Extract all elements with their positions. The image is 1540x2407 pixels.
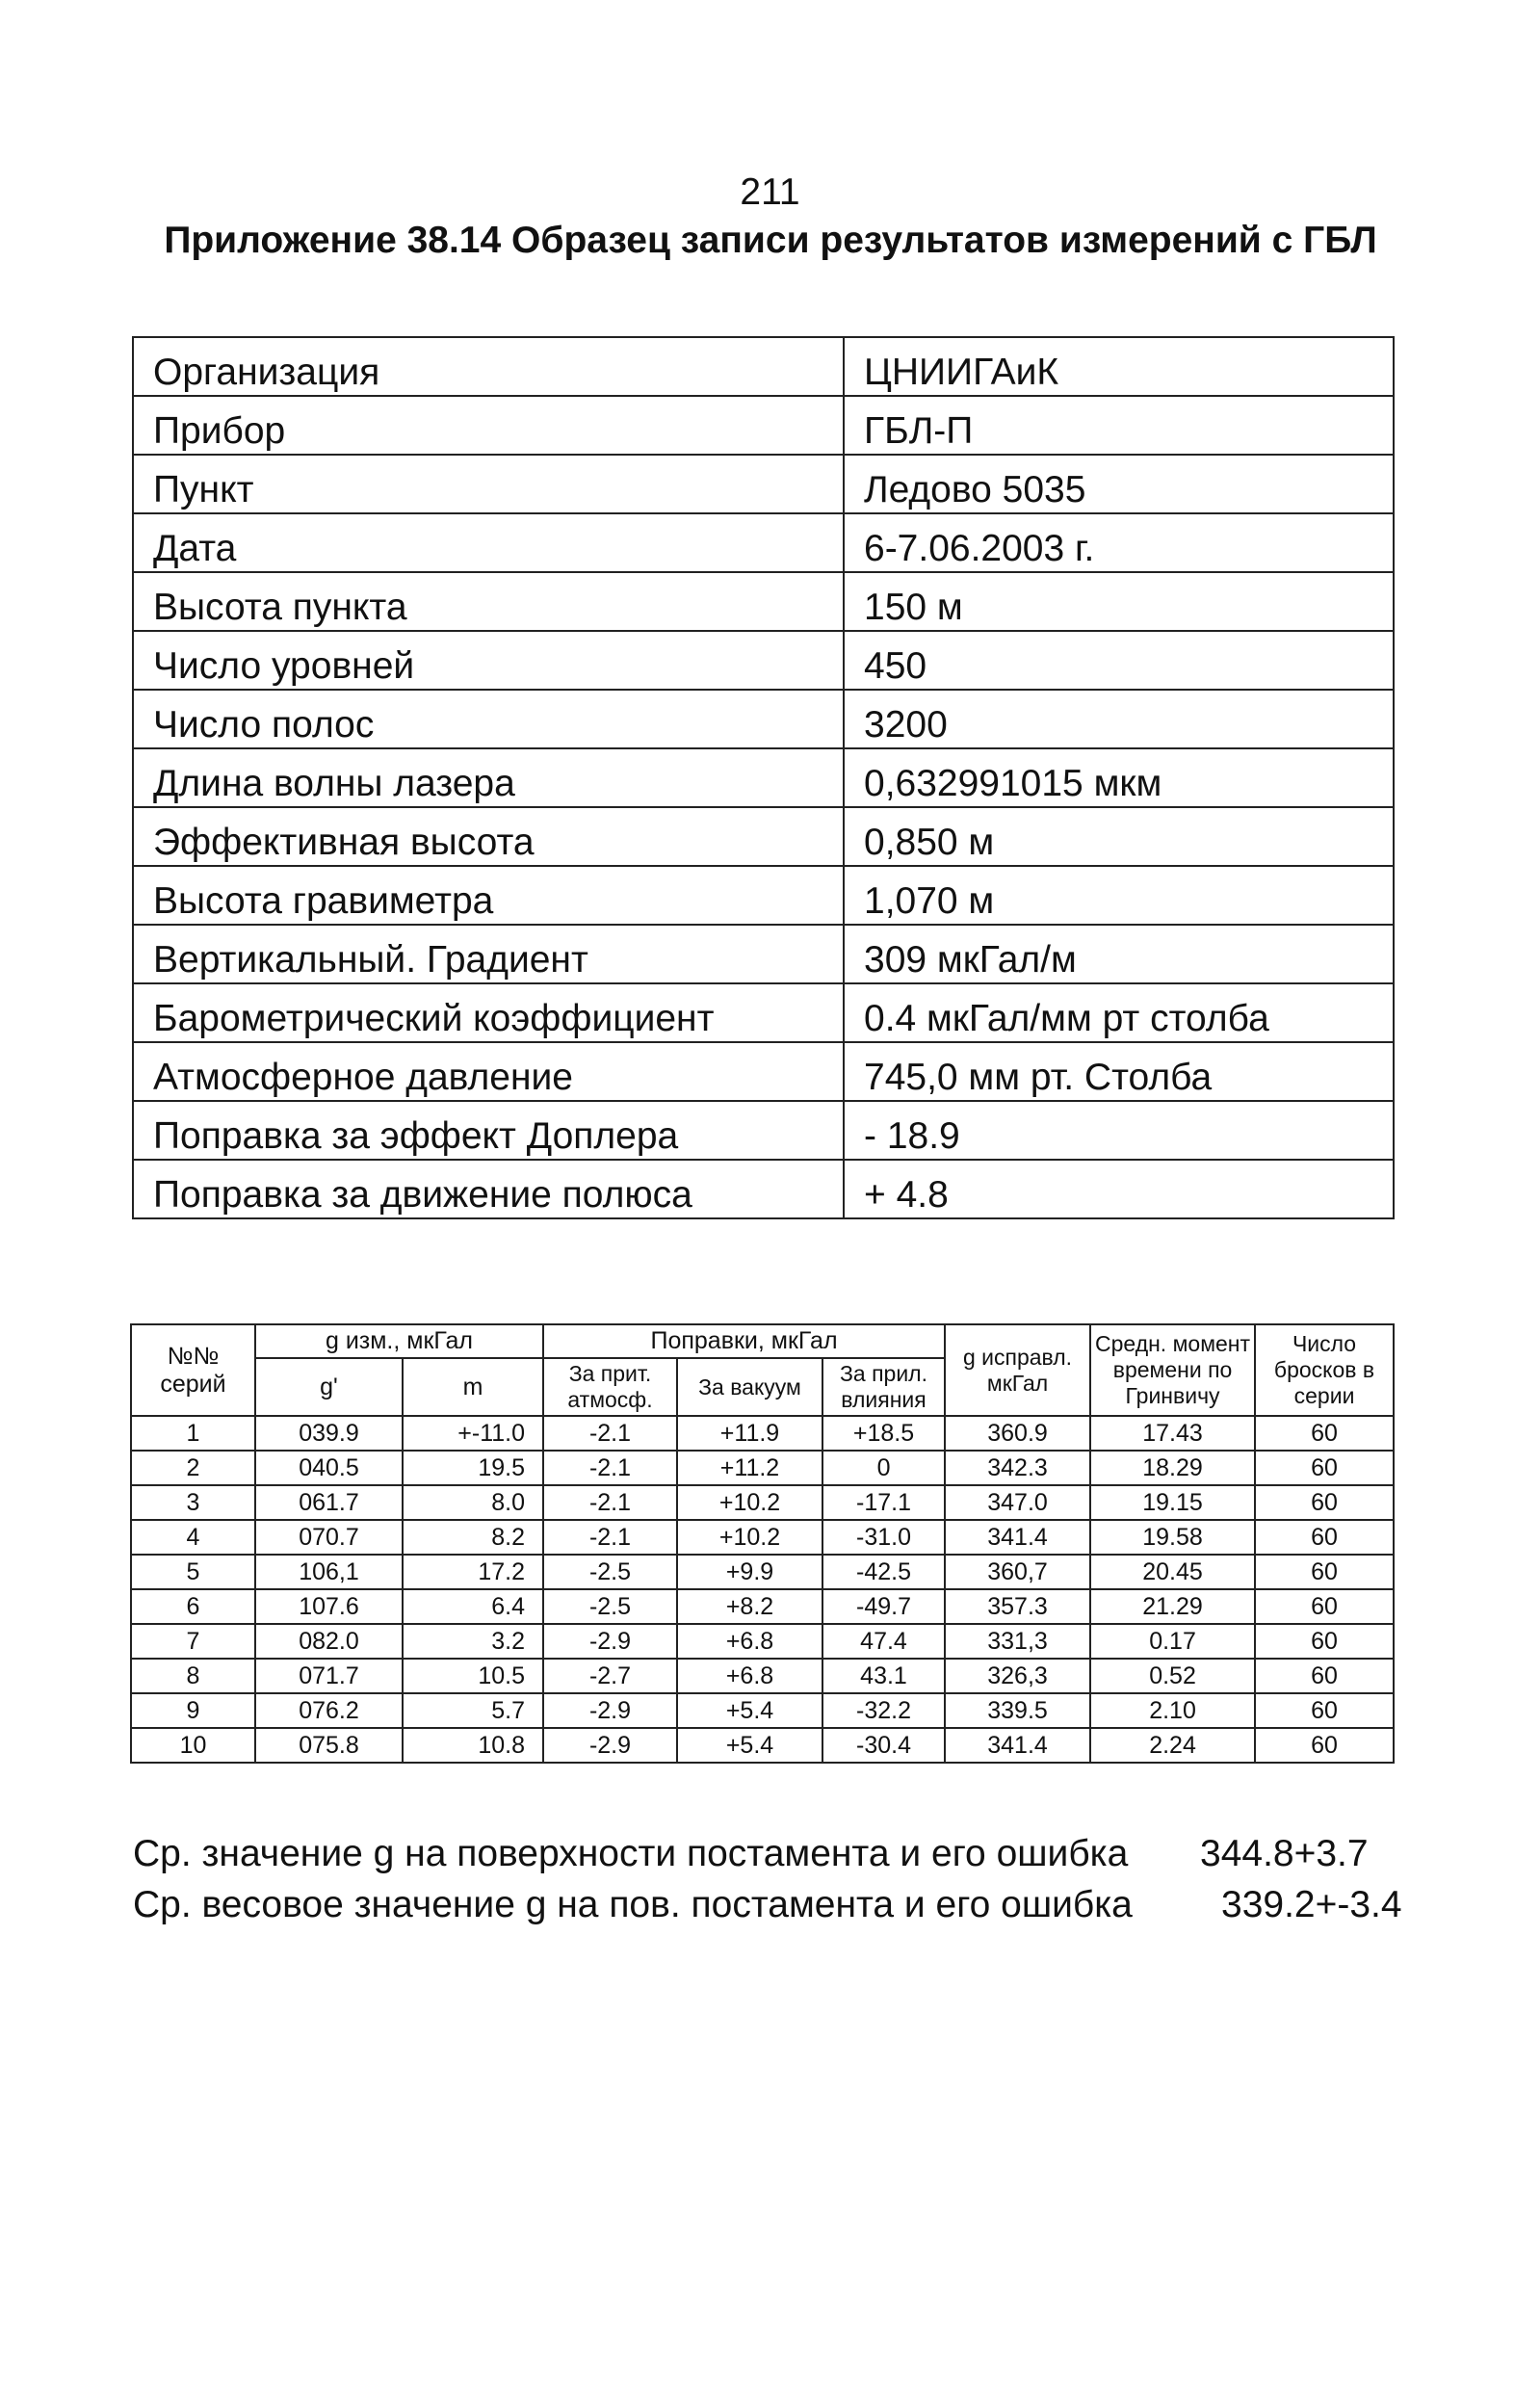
info-value: 0,632991015 мкм [844,748,1394,807]
atmosphere-correction-cell: -2.9 [543,1624,677,1659]
table-row [131,1728,1394,1763]
vacuum-correction-cell: +6.8 [677,1659,822,1693]
g-corrected-cell: 347.0 [945,1485,1090,1520]
atmosphere-correction-cell: -2.9 [543,1693,677,1728]
throws-count-cell: 60 [1255,1693,1394,1728]
atmosphere-correction-cell: -2.5 [543,1589,677,1624]
series-number-cell: 8 [131,1659,255,1693]
series-number-cell: 6 [131,1589,255,1624]
header-corrections: Поправки, мкГал [543,1324,945,1358]
summary-weighted-text: Ср. весовое значение g на пов. постамента и его ошибка [133,1884,1133,1925]
info-label: Поправка за эффект Доплера [133,1101,844,1160]
info-value: Ледово 5035 [844,455,1394,513]
vacuum-correction-cell: +10.2 [677,1485,822,1520]
info-value: 309 мкГал/м [844,925,1394,983]
atmosphere-correction-cell: -2.1 [543,1451,677,1485]
g-corrected-cell: 342.3 [945,1451,1090,1485]
summary-line-weighted [133,1883,1414,1927]
info-value: ЦНИИГАиК [844,337,1394,396]
g-corrected-cell: 331,3 [945,1624,1090,1659]
series-number-cell: 9 [131,1693,255,1728]
page-number: 211 [740,171,800,213]
info-row [133,748,1394,807]
m-value-cell: 3.2 [403,1624,543,1659]
vacuum-correction-cell: +10.2 [677,1520,822,1555]
mean-moment-cell: 2.24 [1090,1728,1255,1763]
info-row [133,925,1394,983]
header-tidal-correction: За прил. влияния [822,1358,945,1416]
series-number-cell: 10 [131,1728,255,1763]
header-mean-moment: Средн. момент времени по Гринвичу [1090,1324,1255,1416]
info-value: 0.4 мкГал/мм рт столба [844,983,1394,1042]
g-corrected-cell: 326,3 [945,1659,1090,1693]
g-prime-cell: 071.7 [255,1659,403,1693]
summary-mean-text: Ср. значение g на поверхности постамента и его ошибка [133,1833,1129,1874]
table-row [131,1485,1394,1520]
throws-count-cell: 60 [1255,1451,1394,1485]
tidal-correction-cell: -31.0 [822,1520,945,1555]
info-label: Высота гравиметра [133,866,844,925]
info-value: 0,850 м [844,807,1394,866]
tidal-correction-cell: -17.1 [822,1485,945,1520]
header-series: №№ серий [131,1324,255,1416]
info-row [133,983,1394,1042]
info-row [133,690,1394,748]
instrument-info-table [132,336,1395,1219]
summary-line-mean [133,1832,1414,1876]
series-number-cell: 3 [131,1485,255,1520]
info-row [133,337,1394,396]
vacuum-correction-cell: +9.9 [677,1555,822,1589]
header-atmosphere-correction: За прит. атмосф. [543,1358,677,1416]
mean-moment-cell: 19.15 [1090,1485,1255,1520]
atmosphere-correction-cell: -2.1 [543,1416,677,1451]
measurement-series-table [130,1323,1395,1764]
throws-count-cell: 60 [1255,1589,1394,1624]
info-label: Число уровней [133,631,844,690]
vacuum-correction-cell: +11.9 [677,1416,822,1451]
table-row [131,1416,1394,1451]
tidal-correction-cell: 43.1 [822,1659,945,1693]
throws-count-cell: 60 [1255,1624,1394,1659]
header-vacuum-correction: За вакуум [677,1358,822,1416]
info-label: Вертикальный. Градиент [133,925,844,983]
table-row [131,1555,1394,1589]
mean-moment-cell: 18.29 [1090,1451,1255,1485]
g-prime-cell: 075.8 [255,1728,403,1763]
summary-mean-value: 344.8+3.7 [1200,1833,1369,1874]
vacuum-correction-cell: +11.2 [677,1451,822,1485]
info-value: 150 м [844,572,1394,631]
mean-moment-cell: 21.29 [1090,1589,1255,1624]
vacuum-correction-cell: +5.4 [677,1693,822,1728]
table-row [131,1589,1394,1624]
table-row [131,1520,1394,1555]
m-value-cell: +-11.0 [403,1416,543,1451]
g-prime-cell: 107.6 [255,1589,403,1624]
table-row [131,1451,1394,1485]
mean-moment-cell: 20.45 [1090,1555,1255,1589]
g-prime-cell: 070.7 [255,1520,403,1555]
info-label: Эффективная высота [133,807,844,866]
tidal-correction-cell: 0 [822,1451,945,1485]
info-label: Прибор [133,396,844,455]
m-value-cell: 6.4 [403,1589,543,1624]
mean-moment-cell: 0.17 [1090,1624,1255,1659]
tidal-correction-cell: +18.5 [822,1416,945,1451]
mean-moment-cell: 0.52 [1090,1659,1255,1693]
throws-count-cell: 60 [1255,1485,1394,1520]
series-number-cell: 2 [131,1451,255,1485]
g-corrected-cell: 360.9 [945,1416,1090,1451]
info-row [133,1101,1394,1160]
series-number-cell: 4 [131,1520,255,1555]
table-row [131,1659,1394,1693]
tidal-correction-cell: -49.7 [822,1589,945,1624]
info-label: Атмосферное давление [133,1042,844,1101]
tidal-correction-cell: -30.4 [822,1728,945,1763]
m-value-cell: 19.5 [403,1451,543,1485]
atmosphere-correction-cell: -2.7 [543,1659,677,1693]
info-value: 3200 [844,690,1394,748]
throws-count-cell: 60 [1255,1659,1394,1693]
info-label: Число полос [133,690,844,748]
document-title: Приложение 38.14 Образец записи результатов измерений с ГБЛ [164,220,1377,261]
info-row [133,513,1394,572]
atmosphere-correction-cell: -2.9 [543,1728,677,1763]
g-prime-cell: 076.2 [255,1693,403,1728]
atmosphere-correction-cell: -2.1 [543,1485,677,1520]
g-prime-cell: 106,1 [255,1555,403,1589]
info-row [133,631,1394,690]
info-row [133,866,1394,925]
g-prime-cell: 082.0 [255,1624,403,1659]
m-value-cell: 5.7 [403,1693,543,1728]
info-label: Пункт [133,455,844,513]
m-value-cell: 10.8 [403,1728,543,1763]
info-value: ГБЛ-П [844,396,1394,455]
vacuum-correction-cell: +6.8 [677,1624,822,1659]
info-value: 450 [844,631,1394,690]
table-row [131,1693,1394,1728]
header-g-prime: g' [255,1358,403,1416]
series-number-cell: 1 [131,1416,255,1451]
throws-count-cell: 60 [1255,1728,1394,1763]
throws-count-cell: 60 [1255,1416,1394,1451]
info-value: + 4.8 [844,1160,1394,1218]
g-prime-cell: 039.9 [255,1416,403,1451]
info-label: Длина волны лазера [133,748,844,807]
info-row [133,807,1394,866]
atmosphere-correction-cell: -2.1 [543,1520,677,1555]
g-prime-cell: 040.5 [255,1451,403,1485]
g-corrected-cell: 357.3 [945,1589,1090,1624]
info-value: 745,0 мм рт. Столба [844,1042,1394,1101]
info-value: 1,070 м [844,866,1394,925]
g-prime-cell: 061.7 [255,1485,403,1520]
info-label: Высота пункта [133,572,844,631]
header-g-measured: g изм., мкГал [255,1324,543,1358]
info-value: - 18.9 [844,1101,1394,1160]
info-row [133,1160,1394,1218]
tidal-correction-cell: -42.5 [822,1555,945,1589]
info-value: 6-7.06.2003 г. [844,513,1394,572]
throws-count-cell: 60 [1255,1555,1394,1589]
tidal-correction-cell: -32.2 [822,1693,945,1728]
m-value-cell: 8.0 [403,1485,543,1520]
m-value-cell: 10.5 [403,1659,543,1693]
info-row [133,572,1394,631]
series-number-cell: 7 [131,1624,255,1659]
g-corrected-cell: 339.5 [945,1693,1090,1728]
m-value-cell: 8.2 [403,1520,543,1555]
mean-moment-cell: 17.43 [1090,1416,1255,1451]
vacuum-correction-cell: +5.4 [677,1728,822,1763]
m-value-cell: 17.2 [403,1555,543,1589]
summary-weighted-value: 339.2+-3.4 [1221,1884,1402,1925]
g-corrected-cell: 341.4 [945,1520,1090,1555]
table-row [131,1624,1394,1659]
throws-count-cell: 60 [1255,1520,1394,1555]
info-row [133,396,1394,455]
info-row [133,1042,1394,1101]
header-m: m [403,1358,543,1416]
vacuum-correction-cell: +8.2 [677,1589,822,1624]
info-label: Барометрический коэффициент [133,983,844,1042]
info-row [133,455,1394,513]
header-g-corrected: g исправл. мкГал [945,1324,1090,1416]
info-label: Организация [133,337,844,396]
g-corrected-cell: 360,7 [945,1555,1090,1589]
tidal-correction-cell: 47.4 [822,1624,945,1659]
mean-moment-cell: 2.10 [1090,1693,1255,1728]
mean-moment-cell: 19.58 [1090,1520,1255,1555]
g-corrected-cell: 341.4 [945,1728,1090,1763]
atmosphere-correction-cell: -2.5 [543,1555,677,1589]
header-throws: Число бросков в серии [1255,1324,1394,1416]
info-label: Поправка за движение полюса [133,1160,844,1218]
info-label: Дата [133,513,844,572]
series-number-cell: 5 [131,1555,255,1589]
